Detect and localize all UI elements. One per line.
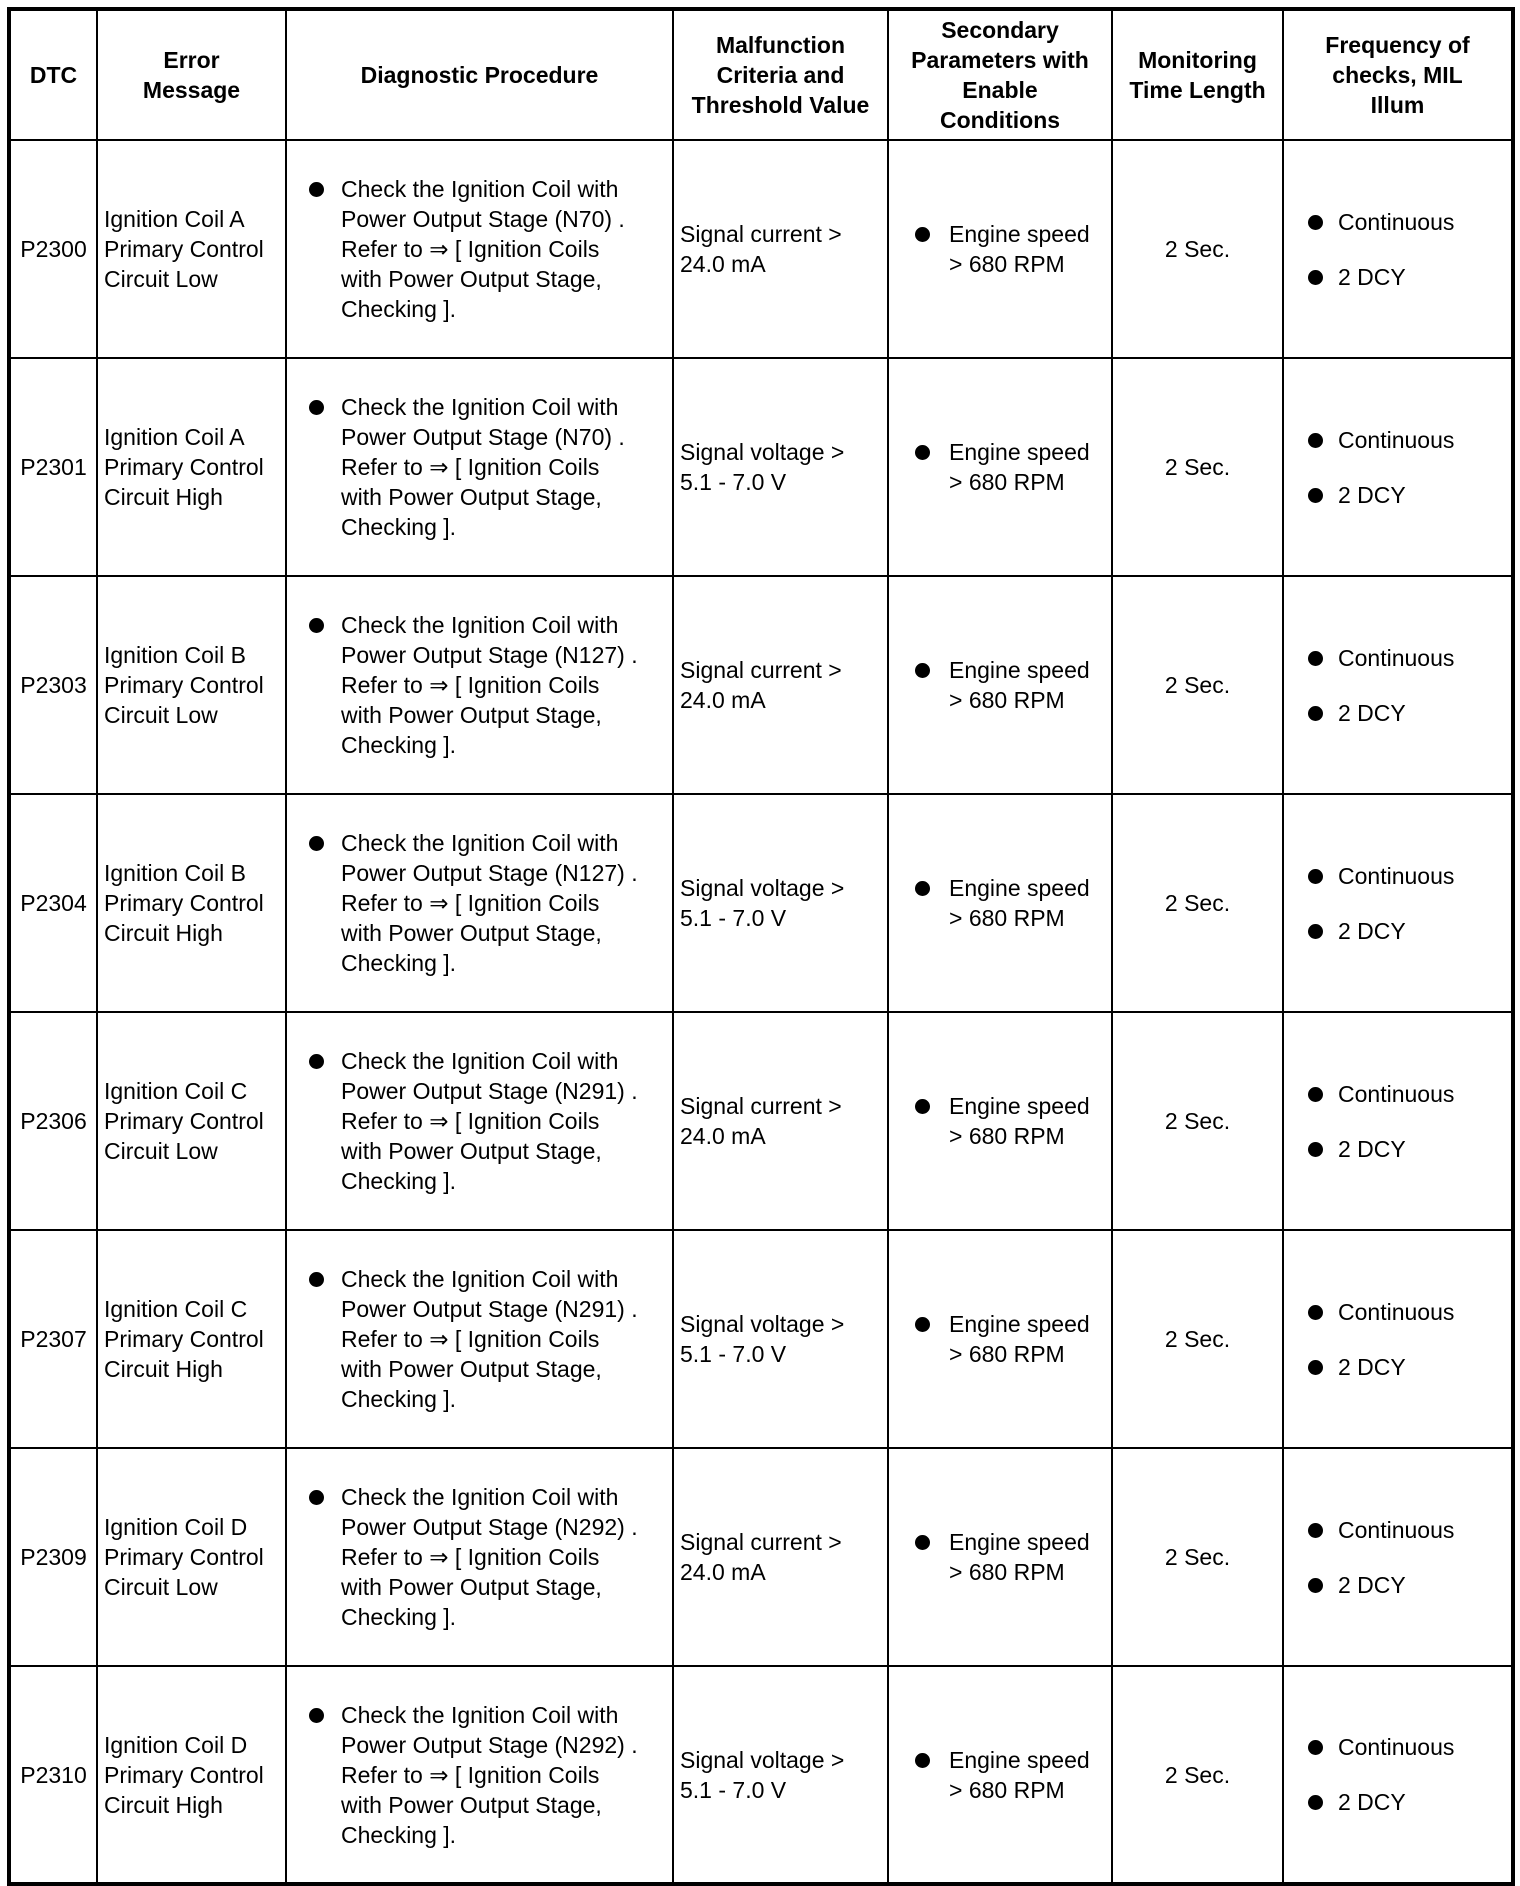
header-malfunction-criteria: Malfunction Criteria and Threshold Value bbox=[673, 9, 888, 140]
bullet-icon bbox=[1308, 270, 1323, 285]
frequency-item: Continuous bbox=[1290, 1297, 1505, 1327]
frequency-checks bbox=[1283, 1012, 1513, 1230]
bullet-icon bbox=[309, 836, 324, 851]
procedure-list bbox=[293, 1700, 666, 1850]
table-row bbox=[9, 140, 1513, 358]
table-row bbox=[9, 576, 1513, 794]
bullet-icon bbox=[915, 1317, 930, 1332]
monitoring-time: 2 Sec. bbox=[1112, 1012, 1283, 1230]
bullet-icon bbox=[915, 1753, 930, 1768]
bullet-icon bbox=[915, 881, 930, 896]
dtc-code: P2306 bbox=[9, 1012, 97, 1230]
bullet-icon bbox=[1308, 488, 1323, 503]
malfunction-criteria: Signal current > 24.0 mA bbox=[673, 1448, 888, 1666]
table-row bbox=[9, 1448, 1513, 1666]
bullet-icon bbox=[915, 445, 930, 460]
frequency-item: 2 DCY bbox=[1290, 1352, 1505, 1382]
frequency-list bbox=[1290, 1297, 1505, 1382]
procedure-item: Check the Ignition Coil with Power Output Stage (N292) . Refer to ⇒ [ Ignition Coils with Power Output Stage, Checking ]. bbox=[293, 1482, 666, 1632]
error-message: Ignition Coil C Primary Control Circuit High bbox=[97, 1230, 286, 1448]
bullet-icon bbox=[1308, 869, 1323, 884]
table-body bbox=[9, 140, 1513, 1884]
diagnostic-procedure bbox=[286, 358, 673, 576]
frequency-checks bbox=[1283, 358, 1513, 576]
error-message: Ignition Coil C Primary Control Circuit Low bbox=[97, 1012, 286, 1230]
procedure-item: Check the Ignition Coil with Power Output Stage (N70) . Refer to ⇒ [ Ignition Coils with Power Output Stage, Checking ]. bbox=[293, 392, 666, 542]
secondary-item: Engine speed > 680 RPM bbox=[895, 873, 1105, 933]
secondary-item: Engine speed > 680 RPM bbox=[895, 219, 1105, 279]
frequency-list bbox=[1290, 1732, 1505, 1817]
header-frequency: Frequency of checks, MIL Illum bbox=[1283, 9, 1513, 140]
table-row bbox=[9, 1012, 1513, 1230]
table-header bbox=[9, 9, 1513, 140]
dtc-code: P2303 bbox=[9, 576, 97, 794]
diagnostic-procedure bbox=[286, 576, 673, 794]
bullet-icon bbox=[915, 1535, 930, 1550]
secondary-item: Engine speed > 680 RPM bbox=[895, 1091, 1105, 1151]
bullet-icon bbox=[1308, 1087, 1323, 1102]
dtc-code: P2304 bbox=[9, 794, 97, 1012]
secondary-list bbox=[895, 873, 1105, 933]
malfunction-criteria: Signal voltage > 5.1 - 7.0 V bbox=[673, 1230, 888, 1448]
frequency-checks bbox=[1283, 576, 1513, 794]
frequency-item: 2 DCY bbox=[1290, 916, 1505, 946]
error-message: Ignition Coil D Primary Control Circuit High bbox=[97, 1666, 286, 1884]
procedure-item: Check the Ignition Coil with Power Output Stage (N291) . Refer to ⇒ [ Ignition Coils with Power Output Stage, Checking ]. bbox=[293, 1046, 666, 1196]
header-error-message: Error Message bbox=[97, 9, 286, 140]
secondary-parameters bbox=[888, 1448, 1112, 1666]
procedure-list bbox=[293, 1046, 666, 1196]
bullet-icon bbox=[1308, 1360, 1323, 1375]
bullet-icon bbox=[1308, 1578, 1323, 1593]
header-monitoring-time: Monitoring Time Length bbox=[1112, 9, 1283, 140]
diagnostic-procedure bbox=[286, 1666, 673, 1884]
monitoring-time: 2 Sec. bbox=[1112, 1230, 1283, 1448]
secondary-parameters bbox=[888, 140, 1112, 358]
secondary-list bbox=[895, 219, 1105, 279]
secondary-parameters bbox=[888, 358, 1112, 576]
diagnostic-procedure bbox=[286, 1448, 673, 1666]
bullet-icon bbox=[1308, 1142, 1323, 1157]
procedure-list bbox=[293, 1264, 666, 1414]
secondary-list bbox=[895, 1527, 1105, 1587]
header-row bbox=[9, 9, 1513, 140]
secondary-list bbox=[895, 437, 1105, 497]
procedure-item: Check the Ignition Coil with Power Output Stage (N127) . Refer to ⇒ [ Ignition Coils with Power Output Stage, Checking ]. bbox=[293, 828, 666, 978]
error-message: Ignition Coil A Primary Control Circuit High bbox=[97, 358, 286, 576]
dtc-code: P2301 bbox=[9, 358, 97, 576]
frequency-item: Continuous bbox=[1290, 207, 1505, 237]
frequency-list bbox=[1290, 1515, 1505, 1600]
frequency-checks bbox=[1283, 1666, 1513, 1884]
dtc-code: P2300 bbox=[9, 140, 97, 358]
monitoring-time: 2 Sec. bbox=[1112, 358, 1283, 576]
procedure-list bbox=[293, 392, 666, 542]
secondary-item: Engine speed > 680 RPM bbox=[895, 1309, 1105, 1369]
error-message: Ignition Coil A Primary Control Circuit Low bbox=[97, 140, 286, 358]
malfunction-criteria: Signal voltage > 5.1 - 7.0 V bbox=[673, 358, 888, 576]
frequency-item: 2 DCY bbox=[1290, 698, 1505, 728]
header-secondary-parameters: Secondary Parameters with Enable Conditions bbox=[888, 9, 1112, 140]
procedure-item: Check the Ignition Coil with Power Output Stage (N127) . Refer to ⇒ [ Ignition Coils with Power Output Stage, Checking ]. bbox=[293, 610, 666, 760]
error-message: Ignition Coil B Primary Control Circuit Low bbox=[97, 576, 286, 794]
frequency-item: Continuous bbox=[1290, 643, 1505, 673]
frequency-list bbox=[1290, 425, 1505, 510]
frequency-item: Continuous bbox=[1290, 861, 1505, 891]
frequency-item: Continuous bbox=[1290, 1515, 1505, 1545]
frequency-list bbox=[1290, 643, 1505, 728]
frequency-item: 2 DCY bbox=[1290, 480, 1505, 510]
dtc-code: P2309 bbox=[9, 1448, 97, 1666]
bullet-icon bbox=[1308, 1305, 1323, 1320]
bullet-icon bbox=[915, 227, 930, 242]
header-dtc: DTC bbox=[9, 9, 97, 140]
frequency-list bbox=[1290, 861, 1505, 946]
secondary-item: Engine speed > 680 RPM bbox=[895, 1527, 1105, 1587]
bullet-icon bbox=[1308, 433, 1323, 448]
secondary-item: Engine speed > 680 RPM bbox=[895, 1745, 1105, 1805]
secondary-parameters bbox=[888, 1012, 1112, 1230]
table-row bbox=[9, 794, 1513, 1012]
header-diagnostic-procedure: Diagnostic Procedure bbox=[286, 9, 673, 140]
monitoring-time: 2 Sec. bbox=[1112, 140, 1283, 358]
frequency-item: 2 DCY bbox=[1290, 262, 1505, 292]
dtc-code: P2307 bbox=[9, 1230, 97, 1448]
procedure-list bbox=[293, 610, 666, 760]
table-row bbox=[9, 1666, 1513, 1884]
procedure-list bbox=[293, 1482, 666, 1632]
procedure-list bbox=[293, 828, 666, 978]
frequency-item: Continuous bbox=[1290, 1732, 1505, 1762]
frequency-item: 2 DCY bbox=[1290, 1134, 1505, 1164]
bullet-icon bbox=[1308, 1795, 1323, 1810]
secondary-parameters bbox=[888, 794, 1112, 1012]
monitoring-time: 2 Sec. bbox=[1112, 1666, 1283, 1884]
bullet-icon bbox=[309, 1708, 324, 1723]
diagnostic-procedure bbox=[286, 140, 673, 358]
diagnostic-procedure bbox=[286, 1012, 673, 1230]
monitoring-time: 2 Sec. bbox=[1112, 1448, 1283, 1666]
secondary-list bbox=[895, 1745, 1105, 1805]
frequency-checks bbox=[1283, 794, 1513, 1012]
secondary-parameters bbox=[888, 1666, 1112, 1884]
bullet-icon bbox=[309, 1054, 324, 1069]
table-row bbox=[9, 358, 1513, 576]
secondary-list bbox=[895, 655, 1105, 715]
bullet-icon bbox=[915, 663, 930, 678]
secondary-parameters bbox=[888, 576, 1112, 794]
secondary-item: Engine speed > 680 RPM bbox=[895, 655, 1105, 715]
procedure-item: Check the Ignition Coil with Power Output Stage (N70) . Refer to ⇒ [ Ignition Coils with Power Output Stage, Checking ]. bbox=[293, 174, 666, 324]
bullet-icon bbox=[1308, 1740, 1323, 1755]
bullet-icon bbox=[1308, 706, 1323, 721]
bullet-icon bbox=[309, 182, 324, 197]
malfunction-criteria: Signal current > 24.0 mA bbox=[673, 140, 888, 358]
malfunction-criteria: Signal voltage > 5.1 - 7.0 V bbox=[673, 794, 888, 1012]
frequency-item: Continuous bbox=[1290, 1079, 1505, 1109]
procedure-item: Check the Ignition Coil with Power Output Stage (N291) . Refer to ⇒ [ Ignition Coils with Power Output Stage, Checking ]. bbox=[293, 1264, 666, 1414]
bullet-icon bbox=[1308, 1523, 1323, 1538]
bullet-icon bbox=[309, 618, 324, 633]
monitoring-time: 2 Sec. bbox=[1112, 794, 1283, 1012]
bullet-icon bbox=[1308, 215, 1323, 230]
frequency-checks bbox=[1283, 1448, 1513, 1666]
bullet-icon bbox=[1308, 651, 1323, 666]
error-message: Ignition Coil D Primary Control Circuit Low bbox=[97, 1448, 286, 1666]
dtc-table bbox=[7, 7, 1515, 1886]
malfunction-criteria: Signal current > 24.0 mA bbox=[673, 1012, 888, 1230]
frequency-checks bbox=[1283, 140, 1513, 358]
frequency-item: 2 DCY bbox=[1290, 1787, 1505, 1817]
bullet-icon bbox=[1308, 924, 1323, 939]
procedure-item: Check the Ignition Coil with Power Output Stage (N292) . Refer to ⇒ [ Ignition Coils with Power Output Stage, Checking ]. bbox=[293, 1700, 666, 1850]
frequency-checks bbox=[1283, 1230, 1513, 1448]
diagnostic-procedure bbox=[286, 794, 673, 1012]
malfunction-criteria: Signal current > 24.0 mA bbox=[673, 576, 888, 794]
diagnostic-procedure bbox=[286, 1230, 673, 1448]
frequency-list bbox=[1290, 1079, 1505, 1164]
table-row bbox=[9, 1230, 1513, 1448]
secondary-parameters bbox=[888, 1230, 1112, 1448]
malfunction-criteria: Signal voltage > 5.1 - 7.0 V bbox=[673, 1666, 888, 1884]
error-message: Ignition Coil B Primary Control Circuit High bbox=[97, 794, 286, 1012]
bullet-icon bbox=[309, 1272, 324, 1287]
secondary-item: Engine speed > 680 RPM bbox=[895, 437, 1105, 497]
frequency-item: Continuous bbox=[1290, 425, 1505, 455]
frequency-item: 2 DCY bbox=[1290, 1570, 1505, 1600]
monitoring-time: 2 Sec. bbox=[1112, 576, 1283, 794]
procedure-list bbox=[293, 174, 666, 324]
frequency-list bbox=[1290, 207, 1505, 292]
bullet-icon bbox=[309, 1490, 324, 1505]
dtc-code: P2310 bbox=[9, 1666, 97, 1884]
secondary-list bbox=[895, 1091, 1105, 1151]
bullet-icon bbox=[915, 1099, 930, 1114]
bullet-icon bbox=[309, 400, 324, 415]
secondary-list bbox=[895, 1309, 1105, 1369]
